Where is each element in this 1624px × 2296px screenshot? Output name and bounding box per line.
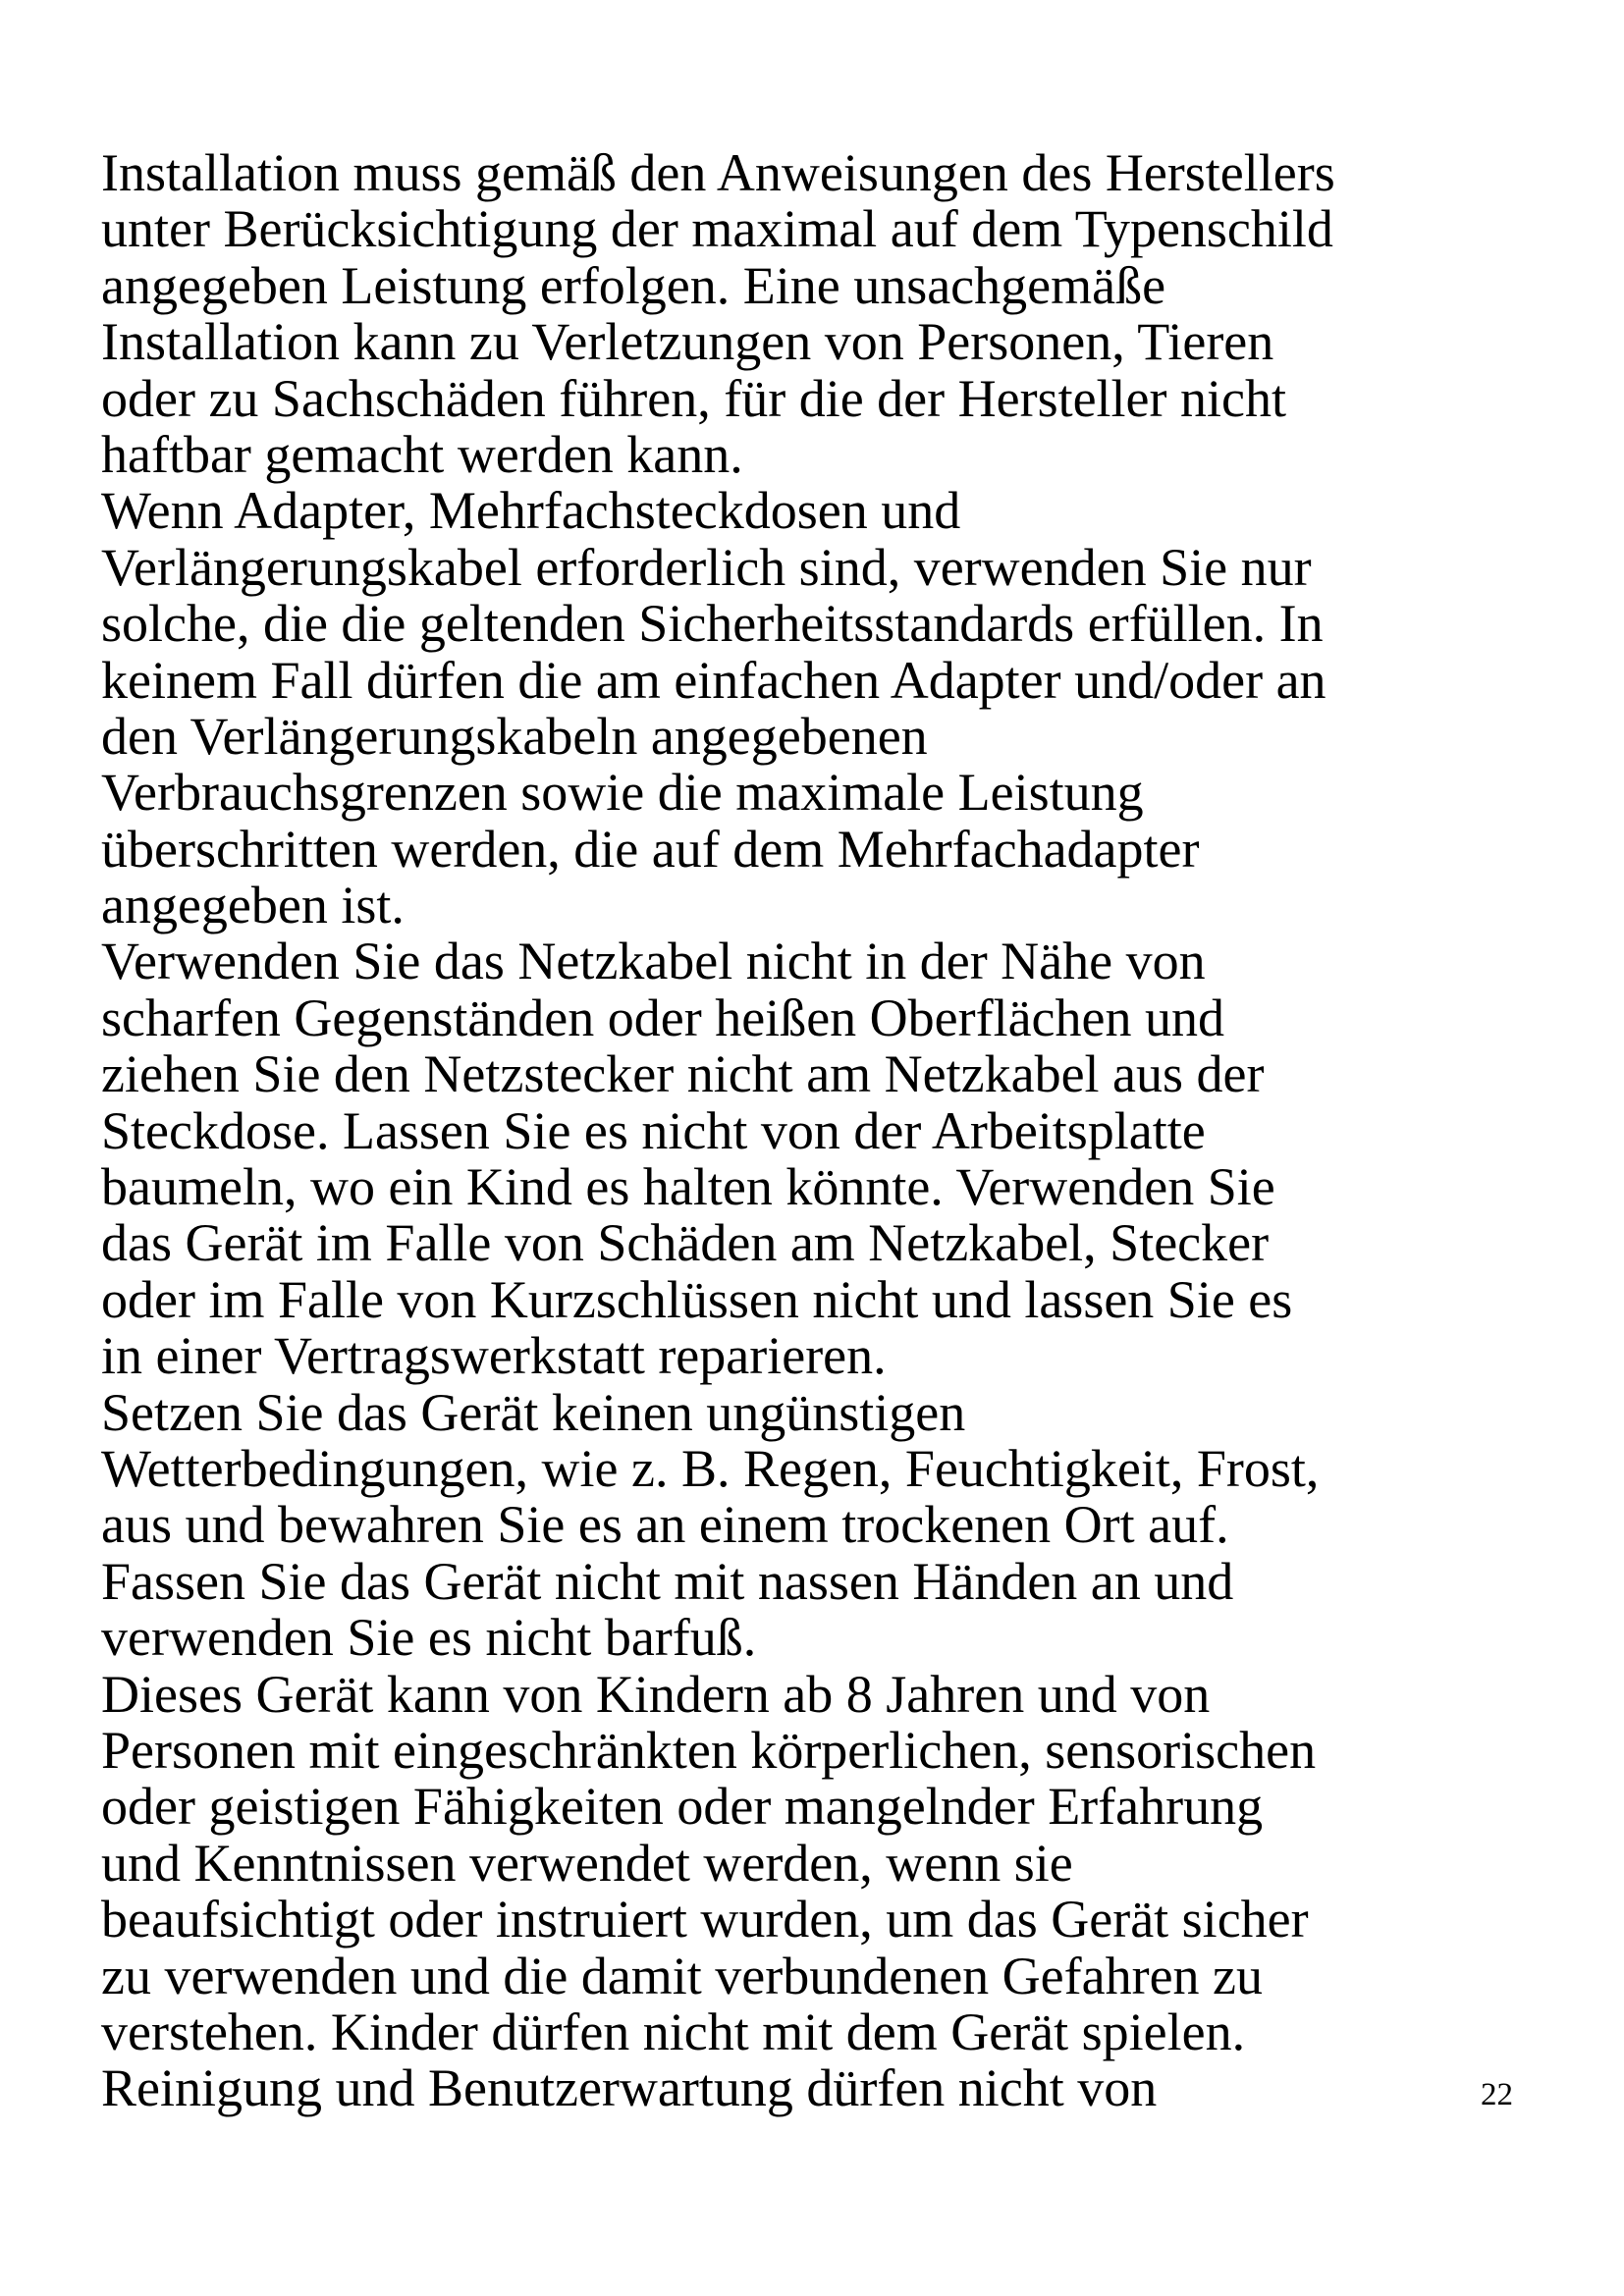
text-line: Wetterbedingungen, wie z. B. Regen, Feuchtigkeit, Frost, — [101, 1438, 1320, 1498]
text-line: und Kenntnissen verwendet werden, wenn sie — [101, 1833, 1073, 1893]
text-line: verstehen. Kinder dürfen nicht mit dem Gerät spielen. — [101, 2002, 1246, 2061]
text-line: scharfen Gegenständen oder heißen Oberflächen und — [101, 988, 1224, 1047]
text-line: angegeben ist. — [101, 876, 405, 935]
text-line: ziehen Sie den Netzstecker nicht am Netzkabel aus der — [101, 1044, 1265, 1104]
text-line: Installation muss gemäß den Anweisungen des Herstellers — [101, 143, 1335, 202]
text-line: unter Berücksichtigung der maximal auf dem Typenschild — [101, 199, 1333, 259]
body-text — [101, 145, 1574, 2117]
text-line: in einer Vertragswerkstatt reparieren. — [101, 1326, 887, 1386]
text-line: beaufsichtigt oder instruiert wurden, um das Gerät sicher — [101, 1890, 1309, 1949]
text-line: Wenn Adapter, Mehrfachsteckdosen und — [101, 481, 961, 541]
text-line: oder zu Sachschäden führen, für die der Hersteller nicht — [101, 368, 1286, 428]
text-line: Verlängerungskabel erforderlich sind, verwenden Sie nur — [101, 537, 1312, 597]
text-line: zu verwenden und die damit verbundenen Gefahren zu — [101, 1946, 1264, 2005]
text-line: Reinigung und Benutzerwartung dürfen nicht von — [101, 2058, 1158, 2118]
text-line: Setzen Sie das Gerät keinen ungünstigen — [101, 1382, 966, 1442]
text-line: Installation kann zu Verletzungen von Personen, Tieren — [101, 312, 1274, 372]
text-line: oder im Falle von Kurzschlüssen nicht und lassen Sie es — [101, 1269, 1293, 1329]
text-line: Steckdose. Lassen Sie es nicht von der Arbeitsplatte — [101, 1100, 1206, 1160]
text-line: den Verlängerungskabeln angegebenen — [101, 706, 928, 766]
text-line: Verwenden Sie das Netzkabel nicht in der Nähe von — [101, 932, 1206, 991]
text-line: Dieses Gerät kann von Kindern ab 8 Jahren und von — [101, 1664, 1211, 1724]
text-line: das Gerät im Falle von Schäden am Netzkabel, Stecker — [101, 1213, 1270, 1273]
page-number: 22 — [1481, 2077, 1513, 2112]
text-line: Verbrauchsgrenzen sowie die maximale Leistung — [101, 763, 1144, 823]
text-line: verwenden Sie es nicht barfuß. — [101, 1608, 757, 1668]
text-line: aus und bewahren Sie es an einem trockenen Ort auf. — [101, 1495, 1229, 1555]
text-line: Personen mit eingeschränkten körperlichen, sensorischen — [101, 1720, 1317, 1780]
text-line: angegeben Leistung erfolgen. Eine unsachgemäße — [101, 255, 1166, 315]
text-line: solche, die die geltenden Sicherheitsstandards erfüllen. In — [101, 594, 1324, 654]
text-line: keinem Fall dürfen die am einfachen Adapter und/oder an — [101, 650, 1326, 710]
text-line: haftbar gemacht werden kann. — [101, 424, 743, 484]
text-line: Fassen Sie das Gerät nicht mit nassen Händen an und — [101, 1551, 1234, 1611]
text-line: oder geistigen Fähigkeiten oder mangelnder Erfahrung — [101, 1777, 1264, 1837]
text-line: überschritten werden, die auf dem Mehrfachadapter — [101, 819, 1200, 879]
text-line: baumeln, wo ein Kind es halten könnte. Verwenden Sie — [101, 1157, 1275, 1217]
